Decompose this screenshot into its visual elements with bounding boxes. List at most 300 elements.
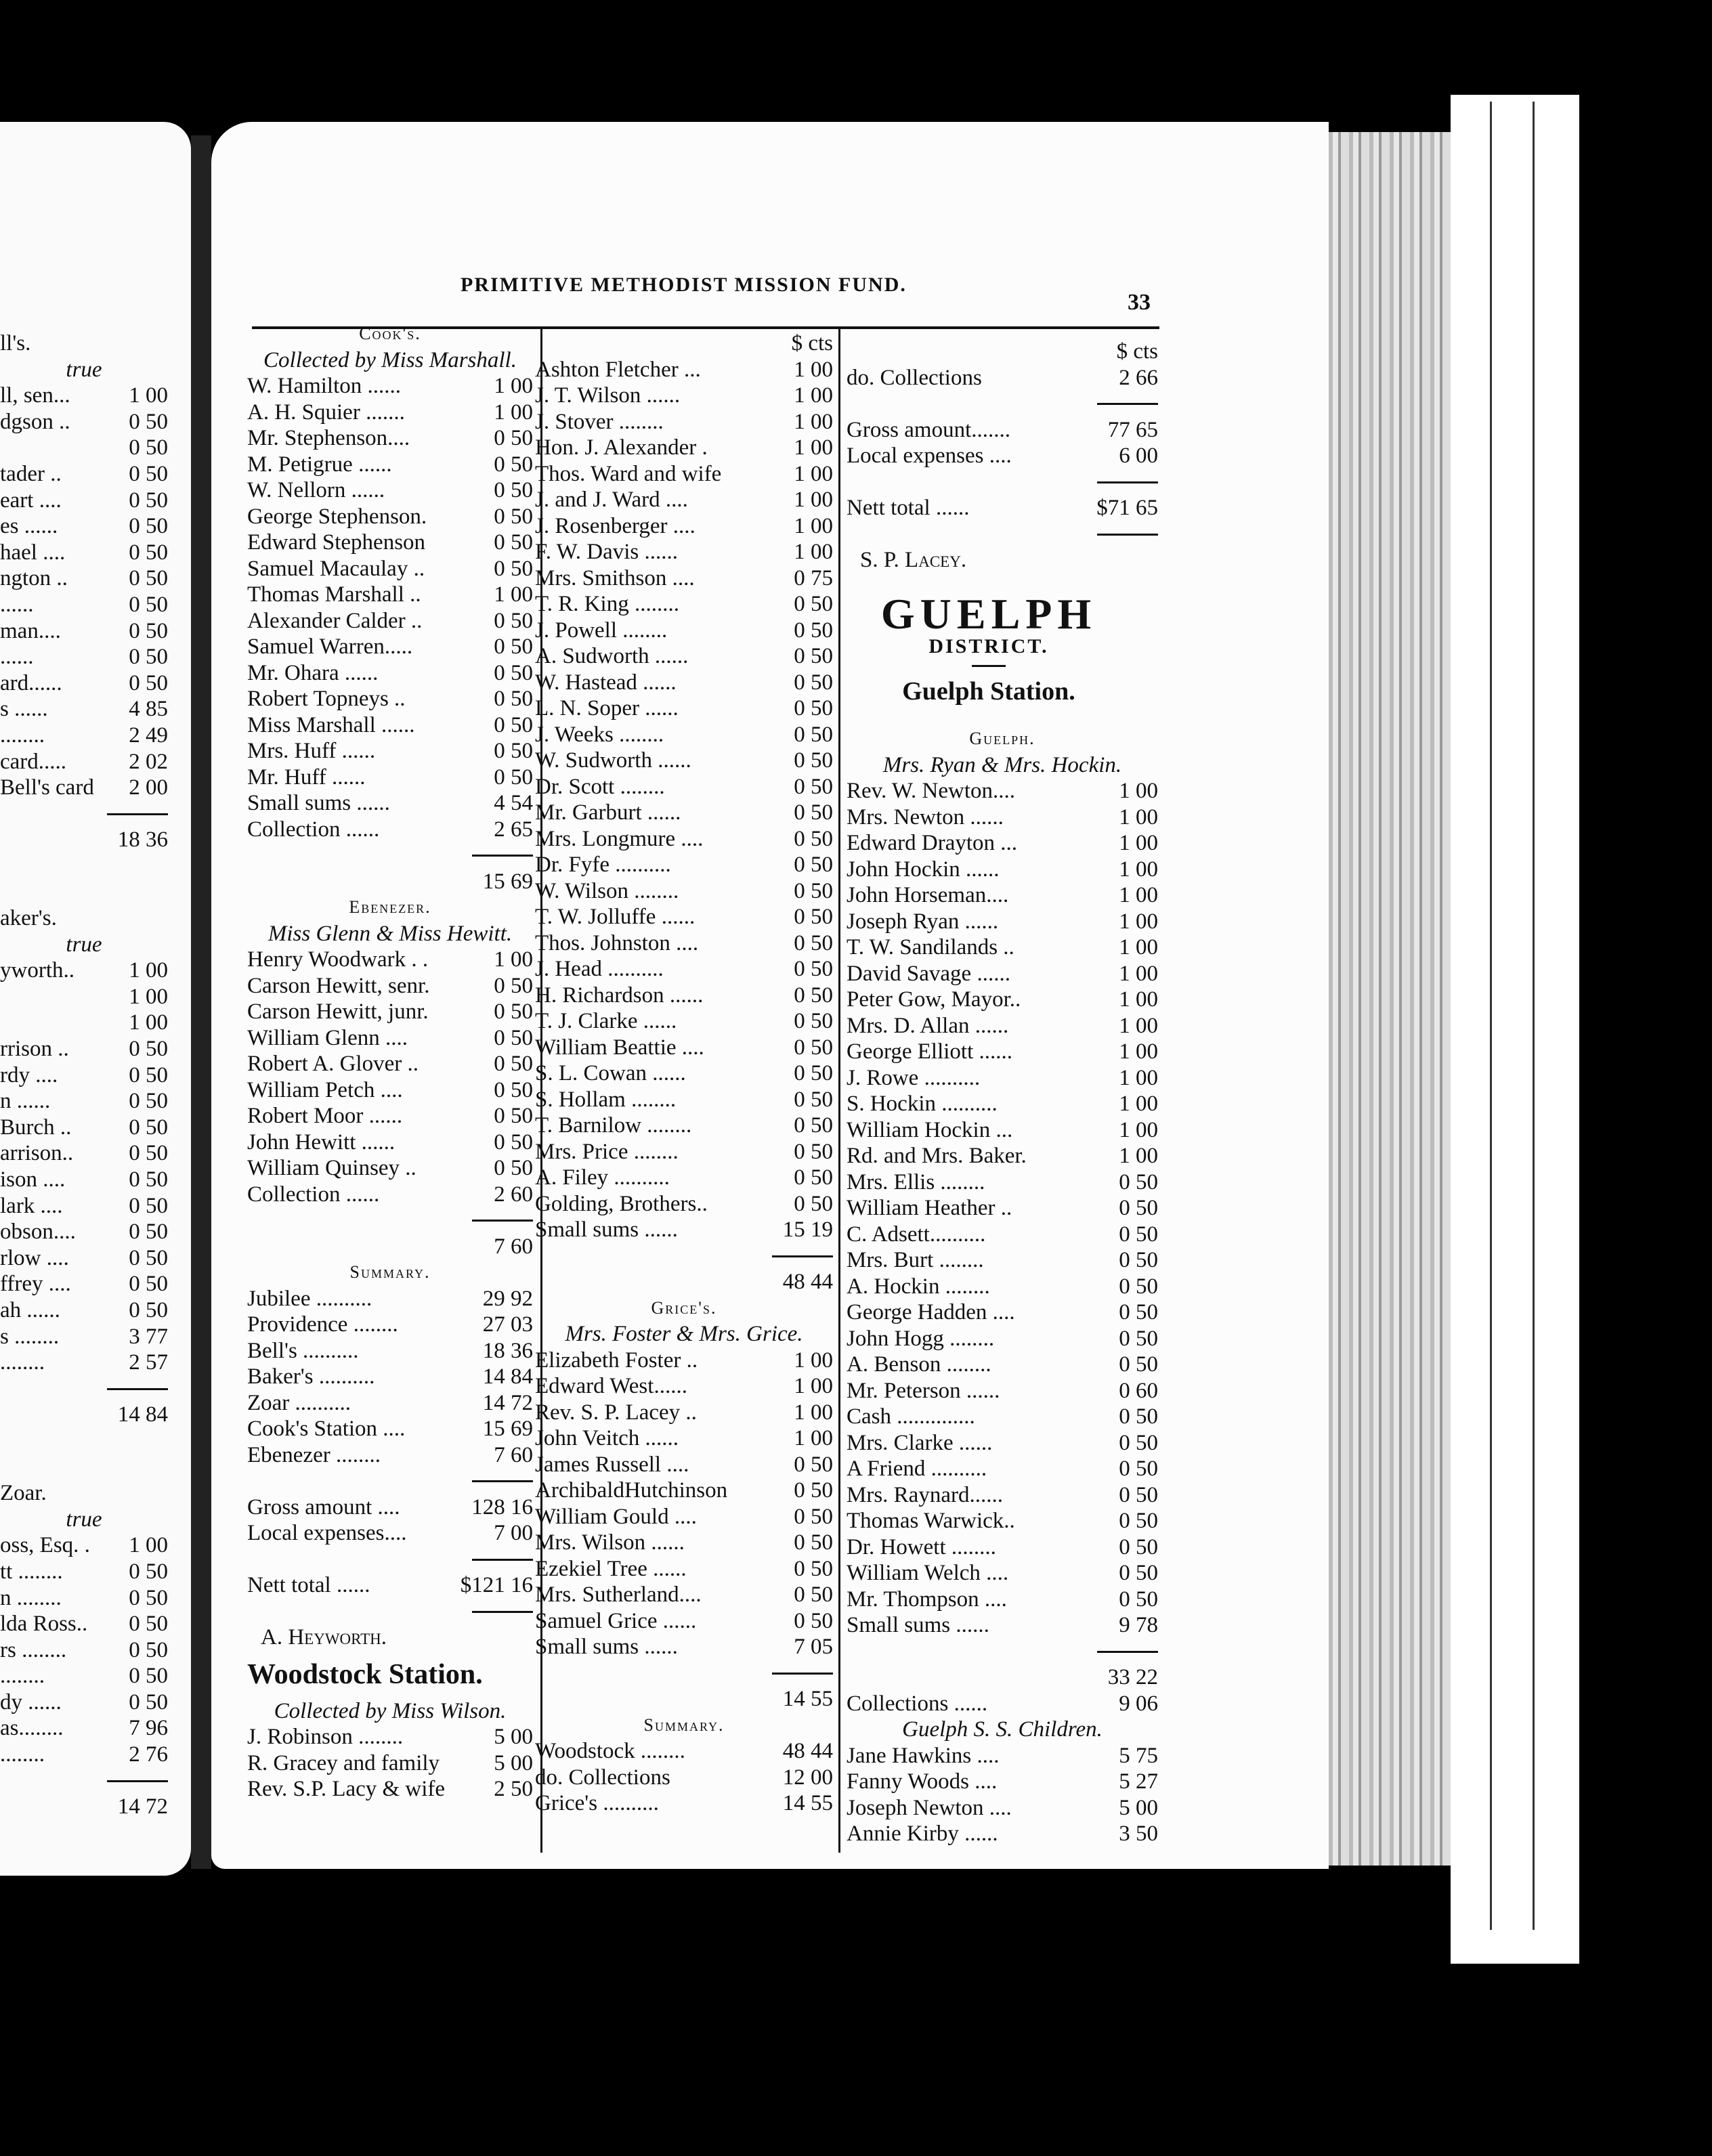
ledger-line <box>535 1530 833 1556</box>
entry-amount: 0 50 <box>794 1035 833 1060</box>
entry-amount: 0 50 <box>129 592 168 617</box>
ledger-line <box>247 790 533 817</box>
entry-name: ll's. <box>0 331 31 355</box>
rule-line <box>472 1611 533 1613</box>
column-3-top <box>847 339 1158 574</box>
entry-amount: 0 50 <box>129 1220 168 1245</box>
entry-amount: 1 00 <box>1119 1065 1158 1090</box>
entry-amount: 0 50 <box>794 853 833 877</box>
entry-amount: 0 50 <box>1119 1404 1158 1429</box>
ledger-line <box>0 540 168 566</box>
ledger-line <box>535 956 833 983</box>
entry-amount: 0 50 <box>129 488 168 513</box>
ledger-line <box>847 1013 1158 1039</box>
entry-amount: 0 50 <box>129 1167 168 1192</box>
entry-amount: 1 00 <box>129 1010 168 1035</box>
entry-name: lark .... <box>0 1193 63 1218</box>
entry-name: John Horseman.... <box>847 883 1009 907</box>
entry-name: W. Nellorn ...... <box>247 478 385 502</box>
entry-amount: 0 50 <box>1119 1326 1158 1351</box>
entry-name: hael .... <box>0 540 66 565</box>
entry-amount: 0 50 <box>494 530 533 555</box>
guelph-title: GUELPH <box>880 590 1097 638</box>
entry-amount: $71 65 <box>1096 496 1158 520</box>
entry-amount: 33 22 <box>1107 1665 1158 1689</box>
entry-name: Mrs. Smithson .... <box>535 565 695 590</box>
ledger-line <box>0 1167 168 1193</box>
entry-amount: 0 50 <box>794 1582 833 1607</box>
entry-amount: 0 50 <box>494 712 533 737</box>
ledger-line <box>0 984 168 1010</box>
ledger-line <box>535 1060 833 1087</box>
entry-name: Samuel Grice ...... <box>535 1608 697 1633</box>
entry-name: as........ <box>0 1716 64 1741</box>
ledger-line <box>847 909 1158 935</box>
ledger-line <box>847 1821 1158 1847</box>
ledger-line <box>247 1651 533 1698</box>
entry-amount: 0 50 <box>794 1504 833 1529</box>
ledger-line <box>535 618 833 644</box>
ledger-line <box>535 904 833 930</box>
total-rule <box>247 1207 533 1234</box>
entry-amount: 0 50 <box>129 1585 168 1610</box>
entry-name: dy ...... <box>0 1689 62 1715</box>
entry-amount: 0 50 <box>129 645 168 670</box>
ledger-line <box>247 1025 533 1052</box>
ledger-line <box>847 1247 1158 1274</box>
entry-name: Mrs. Wilson ...... <box>535 1530 685 1555</box>
ledger-line <box>0 1245 168 1272</box>
ledger-line <box>0 1585 168 1612</box>
entry-amount: 3 77 <box>129 1324 168 1349</box>
ledger-line <box>535 487 833 513</box>
ledger-line <box>247 947 533 973</box>
entry-name: ...... <box>0 645 34 670</box>
entry-name: Elizabeth Foster .. <box>535 1348 698 1373</box>
guelph-district-heading <box>847 589 1131 706</box>
ledger-line <box>247 347 533 374</box>
total-rule <box>0 801 168 827</box>
ledger-line <box>847 1664 1158 1691</box>
entry-name: R. Gracey and family <box>247 1750 440 1775</box>
entry-amount: 1 00 <box>129 984 168 1009</box>
entry-amount: 0 50 <box>794 1608 833 1633</box>
entry-name: A. Filey .......... <box>535 1165 670 1190</box>
entry-amount: 0 50 <box>794 1061 833 1085</box>
entry-amount: 7 96 <box>129 1716 168 1741</box>
entry-amount: 0 50 <box>129 670 168 695</box>
entry-amount: 0 50 <box>129 514 168 539</box>
entry-amount: 0 50 <box>129 1141 168 1166</box>
ledger-line <box>535 1008 833 1035</box>
entry-name: lda Ross.. <box>0 1612 88 1637</box>
entry-amount: 9 78 <box>1119 1613 1158 1637</box>
total-rule <box>847 391 1158 417</box>
entry-amount: 2 02 <box>129 749 168 774</box>
entry-amount: 14 72 <box>117 1794 168 1819</box>
collector-line: true <box>66 1507 102 1532</box>
entry-name: L. N. Soper ...... <box>535 696 679 720</box>
ledger-line <box>847 1169 1158 1196</box>
entry-name: arrison.. <box>0 1141 74 1166</box>
ledger-line <box>0 461 168 488</box>
ledger-line <box>535 722 833 748</box>
entry-amount: 0 50 <box>129 1637 168 1662</box>
entry-name: ison .... <box>0 1167 66 1192</box>
entry-name: Nett total ...... <box>847 496 970 520</box>
ledger-line <box>535 591 833 618</box>
ledger-line <box>535 1634 833 1660</box>
ledger-line <box>0 1507 168 1533</box>
ledger-line <box>0 1715 168 1742</box>
station-heading: Woodstock Station. <box>247 1658 483 1690</box>
entry-amount: 0 50 <box>794 722 833 747</box>
entry-name: William Hockin ... <box>847 1117 1013 1142</box>
entry-name: William Quinsey .. <box>247 1156 416 1180</box>
entry-amount: 12 00 <box>782 1765 833 1790</box>
ledger-line <box>0 435 168 461</box>
ledger-line <box>0 670 168 697</box>
ledger-line <box>247 1442 533 1469</box>
ledger-line <box>847 752 1158 779</box>
entry-name: Robert Topneys .. <box>247 687 406 711</box>
entry-amount: 2 00 <box>129 775 168 800</box>
entry-name: T. W. Sandilands .. <box>847 935 1014 960</box>
entry-name: Mrs. Sutherland.... <box>535 1582 702 1607</box>
ledger-line <box>847 547 1158 574</box>
ledger-line <box>247 1416 533 1442</box>
ledger-line <box>535 1504 833 1530</box>
entry-name: Thomas Marshall .. <box>247 582 421 607</box>
entry-name: Small sums ...... <box>535 1217 678 1242</box>
entry-amount: 0 60 <box>1119 1378 1158 1403</box>
ledger-line <box>847 1039 1158 1065</box>
entry-amount: 1 00 <box>1119 804 1158 829</box>
entry-name: Small sums ...... <box>847 1613 989 1637</box>
total-rule <box>247 1468 533 1494</box>
entry-amount: 0 50 <box>494 660 533 685</box>
entry-name: Mrs. Raynard...... <box>847 1482 1003 1507</box>
ledger-line <box>535 878 833 905</box>
entry-name: George Hadden .... <box>847 1300 1015 1324</box>
entry-amount: 0 50 <box>494 739 533 763</box>
ledger-line <box>247 1155 533 1182</box>
ledger-line <box>247 1259 533 1286</box>
entry-name: A. Hockin ........ <box>847 1274 990 1299</box>
entry-amount: 0 50 <box>794 905 833 929</box>
page-edges <box>1329 132 1451 1866</box>
ledger-line <box>0 749 168 775</box>
ledger-line <box>535 1425 833 1452</box>
entry-amount: 1 00 <box>1119 1039 1158 1064</box>
ledger-line <box>847 804 1158 831</box>
entry-amount: 5 00 <box>1119 1795 1158 1820</box>
entry-name: Robert Moor ...... <box>247 1104 403 1128</box>
ledger-line <box>847 778 1158 804</box>
entry-amount: 0 50 <box>1119 1509 1158 1533</box>
entry-name: J. Weeks ........ <box>535 722 664 747</box>
ledger-line <box>0 1454 168 1481</box>
entry-amount: 0 50 <box>129 1245 168 1270</box>
entry-amount: 0 50 <box>1119 1482 1158 1507</box>
section-heading: Guelph. <box>969 729 1035 748</box>
ledger-line <box>247 1494 533 1521</box>
ledger-line <box>247 477 533 504</box>
ledger-line <box>0 513 168 540</box>
entry-name: William Beattie .... <box>535 1035 704 1060</box>
ledger-line <box>247 530 533 556</box>
entry-name: T. W. Jolluffe ...... <box>535 905 696 929</box>
ledger-line <box>847 443 1158 469</box>
entry-name: ........ <box>0 1350 45 1375</box>
entry-name: rlow .... <box>0 1245 69 1270</box>
column-divider-2 <box>838 329 840 1853</box>
entry-amount: 0 50 <box>494 1025 533 1050</box>
ledger-line <box>247 373 533 400</box>
entry-name: Mrs. Longmure .... <box>535 826 704 851</box>
ledger-line <box>847 934 1158 961</box>
ledger-line <box>535 357 833 383</box>
entry-amount: 48 44 <box>782 1270 833 1294</box>
signature-name: S. P. Lacey. <box>860 548 967 572</box>
entry-amount: 0 50 <box>794 670 833 695</box>
entry-name: yworth.. <box>0 958 74 983</box>
entry-name: F. W. Davis ...... <box>535 540 678 564</box>
ledger-line <box>247 764 533 791</box>
entry-name: Woodstock ........ <box>535 1739 685 1763</box>
ledger-line <box>247 1390 533 1417</box>
ledger-line <box>535 1087 833 1113</box>
ledger-line <box>847 1143 1158 1169</box>
entry-amount: 14 55 <box>782 1791 833 1815</box>
ledger-line <box>847 365 1158 391</box>
total-rule <box>247 1599 533 1625</box>
ledger-line <box>247 1364 533 1390</box>
entry-name: obson.... <box>0 1220 76 1245</box>
entry-name: Joseph Newton .... <box>847 1795 1012 1820</box>
entry-name: n ........ <box>0 1585 62 1610</box>
entry-name: Mr. Stephenson.... <box>247 426 410 450</box>
entry-name: Grice's .......... <box>535 1791 659 1815</box>
entry-amount: 0 50 <box>794 748 833 773</box>
ledger-line <box>847 1612 1158 1639</box>
ledger-line <box>0 1193 168 1220</box>
entry-name: Mrs. Huff ...... <box>247 739 376 763</box>
ledger-line <box>247 1312 533 1338</box>
ledger-line <box>535 1738 833 1765</box>
entry-name: H. Richardson ...... <box>535 983 704 1008</box>
entry-amount: 4 85 <box>129 697 168 722</box>
entry-amount: 1 00 <box>794 357 833 382</box>
entry-name: John Hockin ...... <box>847 857 1000 882</box>
entry-name: s ...... <box>0 697 48 722</box>
ledger-line <box>535 1582 833 1608</box>
entry-amount: 18 36 <box>117 827 168 853</box>
entry-name: Providence ........ <box>247 1312 398 1337</box>
guelph-station-title: Guelph Station. <box>902 677 1075 706</box>
entry-amount: 1 00 <box>794 540 833 564</box>
ledger-line <box>0 1062 168 1089</box>
entry-name: aker's. <box>0 906 57 931</box>
entry-name: Collection ...... <box>247 1182 380 1207</box>
entry-name: Ashton Fletcher ... <box>535 357 701 382</box>
ledger-line <box>247 556 533 582</box>
entry-amount: 6 00 <box>1119 444 1158 468</box>
ledger-line <box>0 853 168 880</box>
rule-line <box>772 1673 833 1675</box>
ledger-line <box>247 1520 533 1547</box>
ledger-line <box>247 608 533 634</box>
entry-name: Thomas Warwick.. <box>847 1509 1015 1533</box>
entry-amount: 5 00 <box>494 1725 533 1749</box>
entry-name: A. H. Squier ....... <box>247 400 405 425</box>
entry-amount: $121 16 <box>460 1573 533 1597</box>
entry-amount: 0 50 <box>129 1089 168 1114</box>
entry-name: T. Barnilow ........ <box>535 1113 692 1138</box>
entry-name: John Hewitt ...... <box>247 1129 395 1155</box>
ledger-line <box>535 1217 833 1243</box>
entry-name: Peter Gow, Mayor.. <box>847 987 1021 1012</box>
entry-name: tt ........ <box>0 1559 63 1584</box>
entry-amount: 1 00 <box>1119 1117 1158 1142</box>
ledger-line <box>535 1191 833 1217</box>
ledger-line <box>535 1035 833 1061</box>
entry-amount: 0 50 <box>494 504 533 529</box>
entry-amount: 0 50 <box>1119 1534 1158 1559</box>
ledger-line <box>0 409 168 435</box>
ledger-line <box>247 582 533 608</box>
entry-name: Ebenezer ........ <box>247 1442 381 1467</box>
entry-name: Mrs. Clarke ...... <box>847 1430 993 1455</box>
entry-name: A Friend .......... <box>847 1457 987 1481</box>
entry-name: Carson Hewitt, senr. <box>247 973 430 998</box>
ledger-line <box>0 1115 168 1141</box>
ledger-line <box>535 695 833 722</box>
entry-amount: 0 50 <box>1119 1169 1158 1194</box>
entry-amount: 0 50 <box>494 556 533 581</box>
ledger-line <box>847 830 1158 857</box>
ledger-line <box>0 1689 168 1716</box>
entry-amount: 0 50 <box>794 644 833 668</box>
ledger-line <box>847 1482 1158 1509</box>
entry-name: A. Benson ........ <box>847 1352 991 1377</box>
page-number: 33 <box>1128 290 1151 315</box>
entry-amount: 2 76 <box>129 1742 168 1767</box>
entry-amount: 1 00 <box>494 947 533 972</box>
district-rule <box>972 665 1006 667</box>
entry-name: W. Wilson ........ <box>535 878 679 903</box>
entry-amount: 0 50 <box>129 1664 168 1689</box>
ledger-line <box>0 827 168 853</box>
entry-name: ...... <box>0 592 34 617</box>
ledger-line <box>247 660 533 687</box>
entry-amount: 0 50 <box>494 1077 533 1102</box>
entry-name: rdy .... <box>0 1062 58 1087</box>
entry-amount: 1 00 <box>794 1374 833 1398</box>
total-rule <box>535 1243 833 1270</box>
ledger-line <box>535 330 833 357</box>
collector-line: true <box>66 932 102 957</box>
ledger-line <box>535 1790 833 1817</box>
entry-name: oss, Esq. . <box>0 1533 90 1558</box>
total-rule <box>847 469 1158 496</box>
entry-amount: 0 50 <box>794 592 833 616</box>
ledger-line <box>847 1508 1158 1534</box>
left-page <box>0 122 191 1876</box>
entry-amount: 1 00 <box>794 461 833 486</box>
entry-amount: 4 54 <box>494 791 533 815</box>
entry-amount: 2 49 <box>129 723 168 748</box>
ledger-line <box>847 961 1158 987</box>
collector-line: Guelph S. S. Children. <box>902 1717 1103 1742</box>
ledger-line <box>0 1010 168 1036</box>
entry-amount: 1 00 <box>494 582 533 607</box>
rule-line <box>472 1559 533 1561</box>
ledger-line <box>847 882 1158 909</box>
entry-amount: 3 50 <box>1119 1821 1158 1846</box>
entry-name: Thos. Johnston .... <box>535 930 699 955</box>
entry-amount: 0 50 <box>794 1530 833 1555</box>
ledger-line <box>847 1274 1158 1300</box>
ledger-line <box>847 495 1158 521</box>
rule-line <box>472 855 533 857</box>
entry-amount: 9 06 <box>1119 1691 1158 1716</box>
entry-name: Cash .............. <box>847 1404 975 1429</box>
ledger-line <box>535 852 833 878</box>
entry-name: Small sums ...... <box>247 791 390 815</box>
ledger-line <box>535 774 833 800</box>
entry-amount: 0 50 <box>494 608 533 633</box>
ledger-line <box>535 1113 833 1139</box>
ledger-line <box>847 987 1158 1013</box>
entry-amount: 29 92 <box>482 1286 533 1311</box>
entry-amount: 0 50 <box>129 435 168 460</box>
ledger-line <box>247 1077 533 1104</box>
entry-name: Zoar .......... <box>247 1390 351 1415</box>
entry-amount: 15 19 <box>782 1217 833 1242</box>
ledger-line <box>535 461 833 488</box>
rule-line <box>1097 1651 1158 1653</box>
collector-line: Collected by Miss Marshall. <box>263 347 517 372</box>
entry-name: J. Stover ........ <box>535 409 664 434</box>
entry-amount: 15 69 <box>482 869 533 894</box>
entry-name: S. L. Cowan ...... <box>535 1061 686 1085</box>
section-heading: Ebenezer. <box>349 897 431 917</box>
ledger-line <box>247 973 533 999</box>
entry-amount: 0 50 <box>129 540 168 565</box>
entry-name: William Gould .... <box>535 1504 697 1529</box>
entry-name: Gross amount .... <box>247 1494 400 1519</box>
ledger-line <box>247 1129 533 1156</box>
entry-name: Collection ...... <box>247 817 380 842</box>
entry-amount: 0 50 <box>129 1115 168 1140</box>
entry-name: ........ <box>0 723 45 748</box>
total-rule <box>535 1660 833 1687</box>
ledger-line <box>0 1428 168 1454</box>
entry-name: W. Hamilton ...... <box>247 374 402 398</box>
entry-name: Dr. Howett ........ <box>847 1534 996 1559</box>
ledger-line <box>247 686 533 712</box>
section-heading: Cook's. <box>359 324 421 343</box>
entry-amount: 0 50 <box>494 973 533 998</box>
ledger-line <box>247 1624 533 1651</box>
ledger-line <box>535 1400 833 1426</box>
entry-name: Mr. Huff ...... <box>247 764 366 790</box>
ledger-line <box>247 712 533 739</box>
entry-name: dgson .. <box>0 409 70 434</box>
entry-amount: 0 50 <box>129 618 168 643</box>
rule-line <box>472 1220 533 1222</box>
